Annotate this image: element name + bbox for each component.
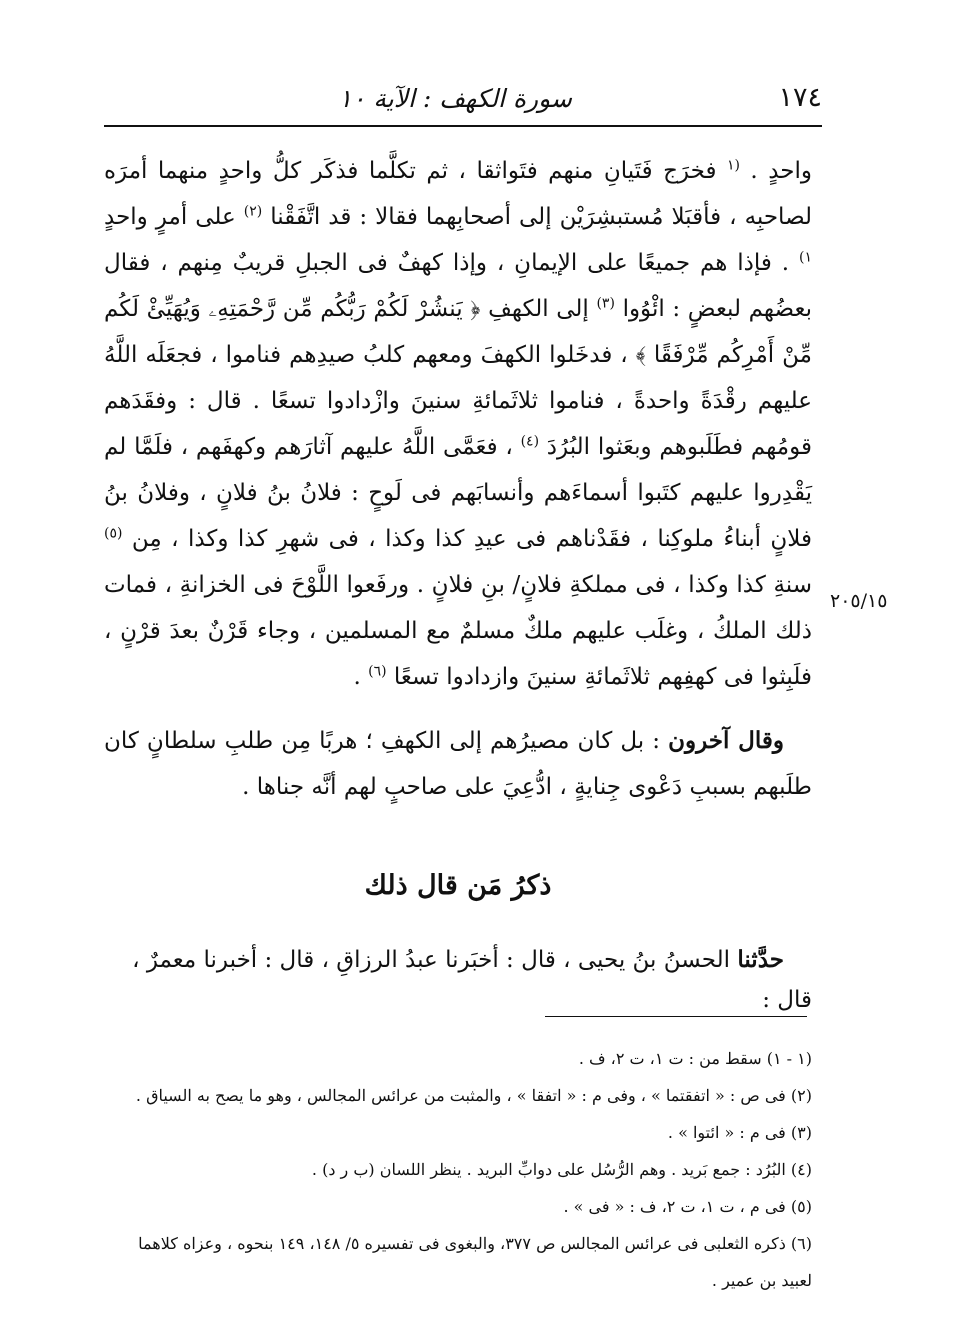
isnad-text: الحسنُ بنُ يحيى ، قال : أخبَرنا عبدُ الرزاقِ ، قال : أخبرنا معمرٌ ، قال : — [132, 947, 812, 1013]
footnote: (٥) فى م ، ت ١، ت ٢، ف : « فى » . — [563, 1197, 812, 1216]
isnad-line — [104, 940, 812, 1020]
margin-reference: ٢٠٥/١٥ — [830, 590, 888, 612]
text-run: . — [353, 664, 361, 690]
footnote-rule — [545, 1016, 807, 1017]
footnote-marker: (١ — [726, 157, 740, 174]
paragraph-lead: وقال آخرون — [668, 727, 784, 754]
text-run: إلى الكهفِ ﴿ يَنشُرْ لَكُمْ رَبُّكُم مِّن رَّحْمَتِهِۦ وَيُهَيِّئْ لَكُم مِّنْ أَمْرِكُم مِّرْفَقًا ﴾ ، فدخَلوا الكهفَ ومعهم كلبُ صيدِهم فناموا ، فجعَلَه اللَّهُ عليهم رقْدَةً واحدةً ، فناموا ثلاثَمائةِ سنينَ وازْدادوا تسعًا . قال : وفقَدَهم قومُهم فطَلَبوهم وبعَثوا البُرُدَ — [104, 296, 813, 460]
page-header — [104, 78, 822, 118]
footnote-marker: (٤) — [520, 433, 540, 450]
isnad-lead: حدَّثنا — [737, 946, 784, 973]
header-rule — [104, 125, 822, 127]
text-run: على أمرٍ واحدٍ — [104, 204, 236, 230]
section-heading: ذكرُ مَن قال ذلك — [364, 870, 552, 901]
footnotes — [104, 1040, 812, 1299]
page-number: ١٧٤ — [778, 82, 822, 113]
footnote: (٣) فى م : « ائتوا » . — [667, 1123, 812, 1142]
text-run: سنةِ كذا وكذا ، فى مملكةِ فلانٍ/ بنِ فلانٍ . ورفَعوا اللَّوْحَ فى الخزانةِ ، فمات ذلك الملكُ ، وغلَب عليهم ملكٌ مسلمٌ مع المسلمين ، وجاء قَرْنٌ بعدَ قرْنٍ ، فلَبِثوا فى كهفِهم ثلاثَمائةِ سنينَ وازدادوا تسعًا — [104, 572, 812, 690]
text-run: فخرَج فَتَيانِ منهم فتَواثقا ، ثم تكلَّما فذكَر كلُّ واحدٍ منهما أمرَه لصاحبِه ، فأقبَلا مُستبشِرَيْن إلى أصحابِهما فقالا : قد اتَّفَقْنا — [104, 158, 813, 230]
text-run: واحدٍ . — [750, 158, 812, 184]
paragraph-2 — [104, 718, 812, 810]
paragraph-1 — [104, 148, 812, 700]
footnote-continuation: لعبيد بن عمير . — [711, 1271, 812, 1290]
footnote: (١ - ١) سقط من : ت ١، ت ٢، ف . — [578, 1049, 812, 1068]
footnote-marker: (٣) — [596, 295, 615, 312]
footnote: (٢) فى ص : « اتفقتما » ، وفى م : « اتفقا » ، والمثبت من عرائس المجالس ، وهو ما يصح به السياق . — [135, 1086, 812, 1105]
footnote: (٦) ذكره الثعلبى فى عرائس المجالس ص ٣٧٧، والبغوى فى تفسيره ٥/ ١٤٨، ١٤٩ بنحوه ، وعزاه كلاهما — [138, 1234, 812, 1253]
main-text — [104, 148, 812, 810]
text-run: ، فعَمَّى اللَّهُ عليهم آثارَهم وكهفَهم ، فلَمَّا لم يَقْدِروا عليهم كتَبوا أسماءَهم وأنسابَهم فى لَوحٍ : فلانُ بنُ فلانٍ ، وفلانُ بنُ فلانٍ أبناءُ ملوكِنا ، فقَدْناهم فى عيدِ كذا وكذا ، فى شهرِ كذا وكذا ، مِن — [104, 434, 813, 552]
footnote-marker: (٦) — [368, 663, 387, 680]
text-run: . فإذا هم جميعًا على الإيمانِ ، وإذا كهفٌ فى الجبلِ قريبٌ مِنهم ، فقال بعضُهم لبعضٍ : ائْوُوا — [104, 250, 812, 322]
running-title: سورة الكهف : الآية ١٠ — [338, 84, 572, 113]
footnote-marker: (٢) — [243, 203, 263, 220]
footnote: (٤) البُرُد : جمع بَريد . وهم الرُّسُل على دوابِّ البريد . ينظر اللسان (ب ر د) . — [311, 1160, 812, 1179]
text-run: : بل كان مصيرُهم إلى الكهفِ ؛ هربًا مِن طلبِ سلطانٍ كان طلَبهم بسببِ دَعْوى جِنايةٍ ، ادُّعِيَ على صاحبٍ لهم أنَّه جناها . — [104, 728, 812, 800]
footnote-marker: (٥) — [104, 525, 123, 542]
footnote-marker: ١) — [799, 249, 813, 266]
